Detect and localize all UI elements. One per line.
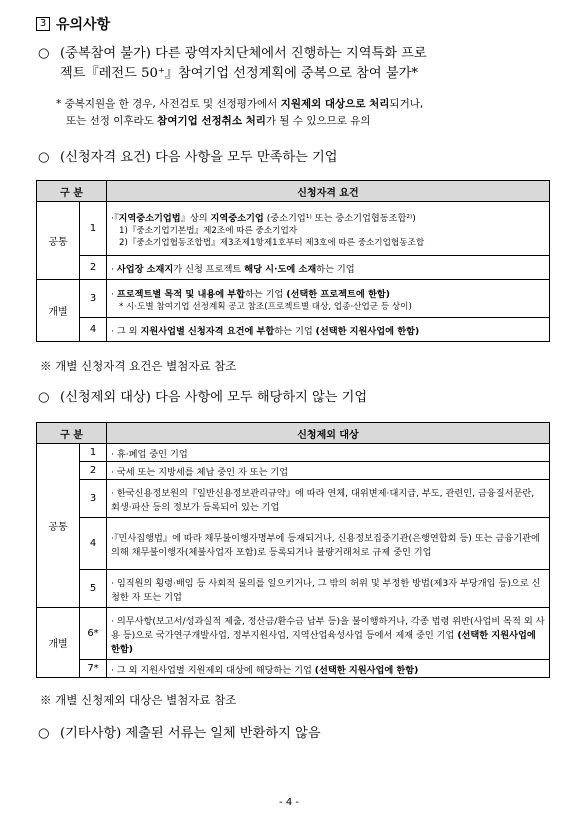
table-row: 3 · 한국신용정보원의『일반신용정보관리규약』에 따라 연체, 대위변제·대지급, 부도, 관련인, 금융질서문란, 회생·파산 등의 정보가 등록되어 있는 기업 — [37, 480, 550, 518]
table-row: 4 ·『민사집행법』에 따라 채무불이행자명부에 등재되거나, 신용정보집중기관(은행연합회 등) 또는 금융기관에 의해 채무불이행자(체불사업자 포함)로 등록되거나 불량거래처로 규제 중인 기업 — [37, 518, 550, 570]
bullet-other: ○ (기타사항) 제출된 서류는 일체 반환하지 않음 — [38, 724, 321, 744]
bullet-exclusion: ○ (신청제외 대상) 다음 사항에 모두 해당하지 않는 기업 — [38, 388, 367, 408]
note-exclusion-attachment: ※ 개별 신청제외 대상은 별첨자료 참조 — [40, 693, 237, 707]
table-row: 7* · 그 외 지원사업별 지원제외 대상에 해당하는 기업 (선택한 지원사업에 한함) — [37, 660, 550, 678]
table-row: 5 · 임직원의 횡령·배임 등 사회적 물의를 일으키거나, 그 밖의 허위 및 부정한 방법(제3자 부당개입 등)으로 신청한 자 또는 기업 — [37, 570, 550, 608]
eligibility-table — [36, 180, 550, 342]
table-row: 2 · 사업장 소재지가 신청 프로젝트 해당 시·도에 소재하는 기업 — [37, 256, 550, 280]
section-number-box: 3 — [36, 17, 50, 31]
table-header-category: 구 분 — [37, 423, 107, 444]
circle-bullet-icon: ○ — [38, 726, 50, 741]
section-heading — [36, 14, 110, 34]
bullet-eligibility: ○ (신청자격 요건) 다음 사항을 모두 만족하는 기업 — [38, 148, 337, 168]
table-row: 2 · 국세 또는 지방세를 체납 중인 자 또는 기업 — [37, 462, 550, 480]
bullet-duplicate-participation: ○ (중복참여 불가) 다른 광역자치단체에서 진행하는 지역특화 프로 젝트『레전드 50⁺』참여기업 선정계획에 중복으로 참여 불가* — [38, 46, 427, 81]
circle-bullet-icon: ○ — [38, 390, 50, 405]
note-duplicate: * 중복지원을 한 경우, 사전검토 및 선정평가에서 지원제외 대상으로 처리되거나, 또는 선정 이후라도 참여기업 선정취소 처리가 될 수 있으므로 유의 — [56, 98, 424, 127]
table-row: 4 · 그 외 지원사업별 신청자격 요건에 부합하는 기업 (선택한 지원사업에 한함) — [37, 318, 550, 342]
table-header-category: 구 분 — [37, 181, 107, 202]
table-row: 공통 1 · 휴·폐업 중인 기업 — [37, 444, 550, 462]
page-number: - 4 - — [279, 797, 299, 808]
section-title: 유의사항 — [56, 17, 111, 33]
table-header-exclusion: 신청제외 대상 — [107, 423, 550, 444]
circle-bullet-icon: ○ — [38, 150, 50, 165]
circle-bullet-icon: ○ — [38, 46, 50, 61]
note-eligibility-attachment: ※ 개별 신청자격 요건은 별첨자료 참조 — [40, 359, 237, 373]
table-row: 개별 3 · 프로젝트별 목적 및 내용에 부합하는 기업 (선택한 프로젝트에 한함) * 시·도별 참여기업 선정계획 공고 참조(프로젝트별 대상, 업종·산업군 등 상이) — [37, 280, 550, 318]
table-row: 개별 6* · 의무사항(보고서/성과실적 제출, 정산금/환수금 납부 등)을 불이행하거나, 각종 법령 위반(사업비 목적 외 사용 등)으로 국가연구개발사업, 정부지원사업, 지역산업육성사업 등에서 제재 중인 기업 (선택한 지원사업에 한함) — [37, 608, 550, 660]
table-header-requirement: 신청자격 요건 — [107, 181, 550, 202]
exclusion-table — [36, 422, 550, 678]
table-row: 공통 1 ·『지역중소기업법』상의 지역중소기업 (중소기업¹⁾ 또는 중소기업협동조합²⁾) 1)『중소기업기본법』제2조에 따른 중소기업자 2)『중소기업협동조합법』제3조제1항제1호부터 제3호에 따른 중소기업협동조합 — [37, 202, 550, 256]
